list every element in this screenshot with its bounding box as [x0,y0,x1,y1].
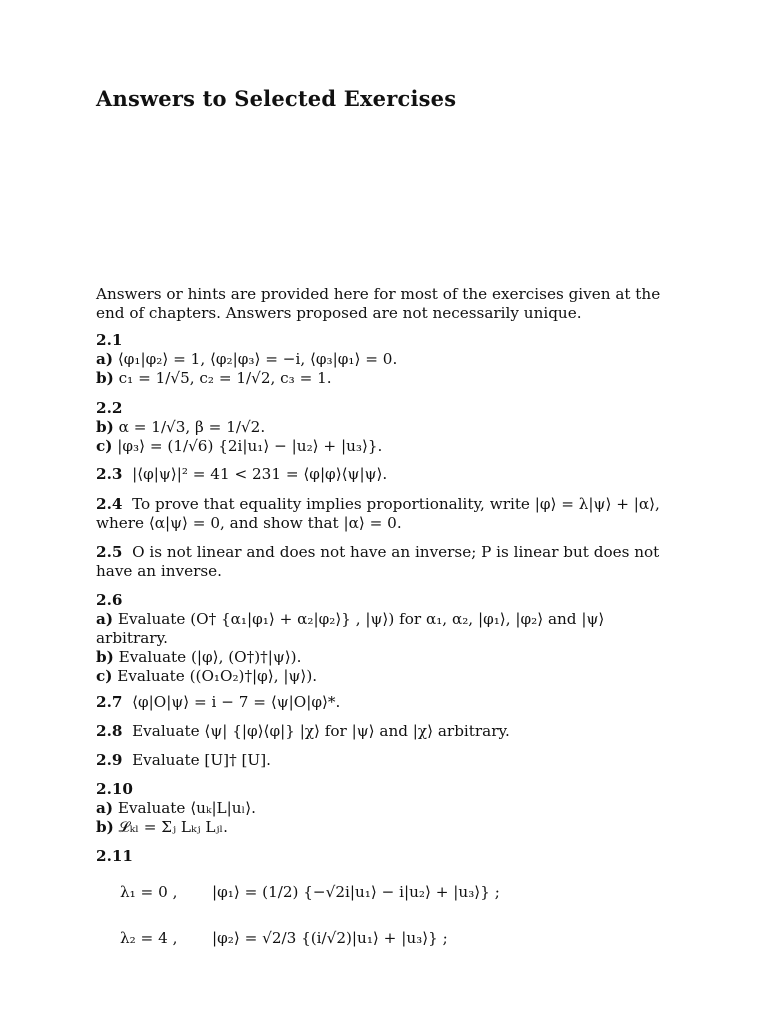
part-label: b) [96,369,114,387]
exercise-2-10 [96,780,676,837]
exercise-2-6 [96,591,676,686]
answer-text: 𝓛ₖₗ = Σⱼ Lₖⱼ Lⱼₗ. [118,818,228,836]
part-label: b) [96,418,114,436]
answer-text: |⟨φ|ψ⟩|² = 41 < 231 = ⟨φ|φ⟩⟨ψ|ψ⟩. [132,465,388,483]
answer-text: Evaluate [U]† [U]. [132,751,271,769]
part-label: c) [96,437,113,455]
exercise-2-9 [96,751,676,770]
exercise-number: 2.3 [96,465,123,483]
exercise-2-7 [96,693,676,712]
answer-line [96,610,676,648]
exercise-number: 2.7 [96,693,123,711]
answer-text: α = 1/√3, β = 1/√2. [118,418,266,436]
part-label: a) [96,799,114,817]
exercise-2-3 [96,465,676,484]
answer-text: Evaluate ⟨ψ| {|φ⟩⟨φ|} |χ⟩ for |ψ⟩ and |χ⟩ arbitrary. [132,722,510,740]
eigenvector: |φ₂⟩ = √2/3 {(i/√2)|u₁⟩ + |u₃⟩} ; [212,929,448,947]
answer-text: Evaluate (|φ⟩, (O†)†|ψ⟩). [118,648,302,666]
eigenvalue: λ₂ = 4 , [120,929,178,947]
answer-line [96,350,676,369]
eigenvalue: λ₁ = 0 , [120,883,178,901]
part-label: a) [96,610,114,628]
intro-paragraph: Answers or hints are provided here for most of the exercises given at the end of chapters. Answers proposed are not necessarily unique. [96,285,661,322]
part-label: b) [96,818,114,836]
answer-line [96,799,676,818]
answer-line [96,818,676,837]
exercise-2-5 [96,543,676,581]
answer-text: O is not linear and does not have an inverse; P is linear but does not have an inverse. [96,543,660,580]
answer-text: c₁ = 1/√5, c₂ = 1/√2, c₃ = 1. [118,369,332,387]
part-label: a) [96,350,114,368]
exercise-number: 2.8 [96,722,123,740]
exercise-number: 2.2 [96,399,123,417]
answer-text: To prove that equality implies proportionality, write |φ⟩ = λ|ψ⟩ + |α⟩, where ⟨α|ψ⟩ = 0, and show that |α⟩ = 0. [96,495,660,532]
exercise-number: 2.4 [96,495,123,513]
answer-line [96,369,676,388]
part-label: c) [96,667,113,685]
eigenvector: |φ₁⟩ = (1/2) {−√2i|u₁⟩ − i|u₂⟩ + |u₃⟩} ; [212,883,500,901]
exercise-2-1 [96,331,676,388]
exercise-number: 2.10 [96,780,133,798]
exercise-number: 2.6 [96,591,123,609]
answer-line [96,648,676,667]
exercise-2-11 [96,847,676,866]
answer-line [96,418,676,437]
exercise-number: 2.1 [96,331,123,349]
exercise-number: 2.11 [96,847,133,865]
answer-text: Evaluate ((O₁O₂)†|φ⟩, |ψ⟩). [117,667,318,685]
answer-text: Evaluate ⟨uₖ|L|uₗ⟩. [117,799,256,817]
exercise-2-2 [96,399,676,456]
exercise-number: 2.5 [96,543,123,561]
answer-line [96,437,676,456]
answer-text: |φ₃⟩ = (1/√6) {2i|u₁⟩ − |u₂⟩ + |u₃⟩}. [117,437,383,455]
answer-text: ⟨φ|O|ψ⟩ = i − 7 = ⟨ψ|O|φ⟩*. [132,693,341,711]
answer-text: Evaluate (O† {α₁|φ₁⟩ + α₂|φ₂⟩} , |ψ⟩) for α₁, α₂, |φ₁⟩, |φ₂⟩ and |ψ⟩ arbitrary. [96,610,605,647]
answer-line [96,667,676,686]
exercise-2-8 [96,722,676,741]
page-title: Answers to Selected Exercises [96,86,457,111]
part-label: b) [96,648,114,666]
answer-text: ⟨φ₁|φ₂⟩ = 1, ⟨φ₂|φ₃⟩ = −i, ⟨φ₃|φ₁⟩ = 0. [117,350,398,368]
exercise-number: 2.9 [96,751,123,769]
exercise-2-4 [96,495,676,533]
